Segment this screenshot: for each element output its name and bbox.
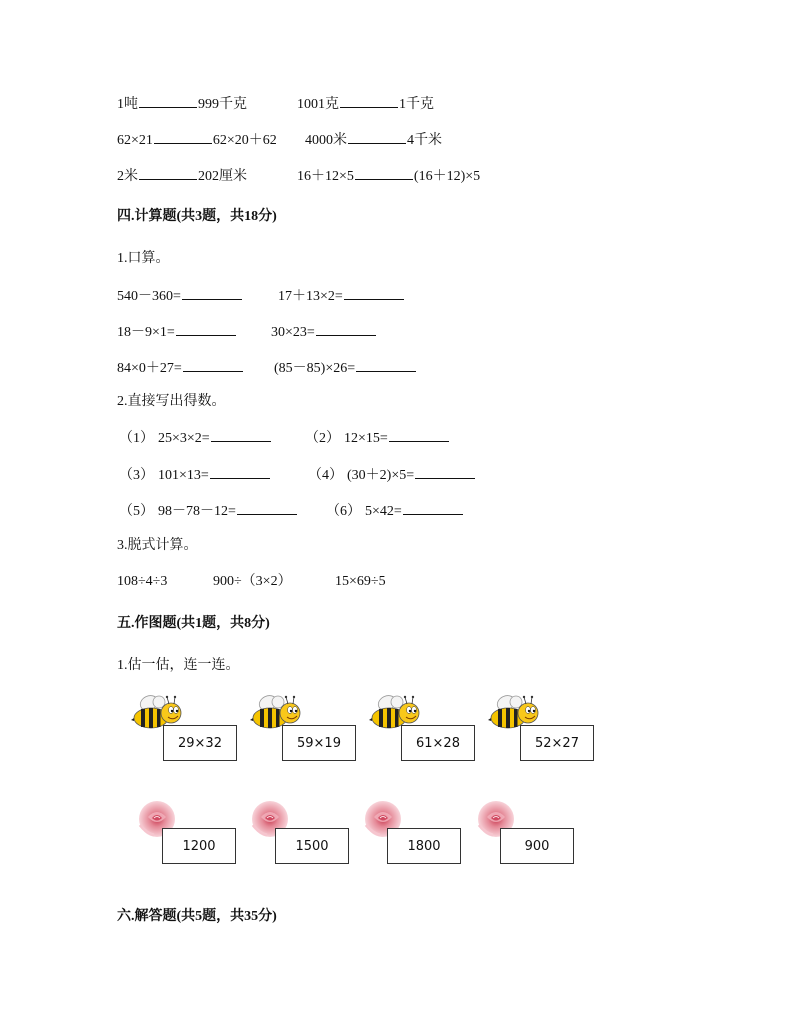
bee-expression-box[interactable]: 52×27 <box>520 725 594 761</box>
direct-answer-item <box>119 501 298 521</box>
answer-blank[interactable] <box>415 465 475 479</box>
answer-blank[interactable] <box>355 166 413 180</box>
compare-term: 4千米 <box>407 133 442 148</box>
oral-calc-item <box>274 358 417 378</box>
expression: 540－360= <box>117 289 181 304</box>
compare-row-3-right <box>297 166 480 186</box>
answer-blank[interactable] <box>403 501 463 515</box>
expression: 30×23= <box>271 325 315 340</box>
answer-blank[interactable] <box>348 130 406 144</box>
answer-blank[interactable] <box>154 130 212 144</box>
oral-calc-item <box>271 322 377 342</box>
item-number: （2） <box>305 431 340 446</box>
expression: 98－78－12= <box>158 504 236 519</box>
compare-row-1-right <box>297 94 434 114</box>
direct-answer-item <box>308 465 476 485</box>
answer-blank[interactable] <box>210 465 270 479</box>
answer-blank[interactable] <box>237 501 297 515</box>
expression: 25×3×2= <box>158 431 210 446</box>
direct-answer-item <box>305 428 450 448</box>
compare-term: 62×20＋62 <box>212 133 277 148</box>
answer-blank[interactable] <box>182 286 242 300</box>
compare-term: 202厘米 <box>198 169 247 184</box>
oral-calc-item <box>117 358 244 378</box>
compare-row-1-left <box>117 94 247 114</box>
item-number: （1） <box>119 431 154 446</box>
section-5-heading: 五.作图题(共1题，共8分) <box>117 616 270 631</box>
answer-blank[interactable] <box>176 322 236 336</box>
answer-blank[interactable] <box>340 94 398 108</box>
rose-answer-box[interactable]: 1200 <box>162 828 236 864</box>
compare-term: 2米 <box>117 169 138 184</box>
rose-answer-box[interactable]: 1800 <box>387 828 461 864</box>
answer-blank[interactable] <box>316 322 376 336</box>
compare-term: 1千克 <box>399 97 434 112</box>
item-number: （5） <box>119 504 154 519</box>
compare-term: 1吨 <box>117 97 138 112</box>
section-4-heading: 四.计算题(共3题，共18分) <box>117 209 277 224</box>
oral-calc-item <box>117 286 243 306</box>
expression: 17＋13×2= <box>278 289 343 304</box>
step-calc-item: 15×69÷5 <box>335 574 386 589</box>
q2-title: 2.直接写出得数。 <box>117 394 226 409</box>
step-calc-item: 108÷4÷3 <box>117 574 168 589</box>
expression: 18－9×1= <box>117 325 175 340</box>
bee-expression-box[interactable]: 59×19 <box>282 725 356 761</box>
rose-answer-box[interactable]: 1500 <box>275 828 349 864</box>
answer-blank[interactable] <box>356 358 416 372</box>
compare-term: 4000米 <box>305 133 347 148</box>
compare-term: 62×21 <box>117 133 153 148</box>
compare-term: 16＋12×5 <box>297 169 354 184</box>
bee-expression-box[interactable]: 29×32 <box>163 725 237 761</box>
compare-term: 999千克 <box>198 97 247 112</box>
direct-answer-item <box>119 428 272 448</box>
expression: (30＋2)×5= <box>347 468 415 483</box>
expression: 84×0＋27= <box>117 361 182 376</box>
oral-calc-item <box>278 286 405 306</box>
item-number: （4） <box>308 468 343 483</box>
answer-blank[interactable] <box>389 428 449 442</box>
answer-blank[interactable] <box>183 358 243 372</box>
item-number: （6） <box>326 504 361 519</box>
expression: 5×42= <box>365 504 402 519</box>
answer-blank[interactable] <box>139 94 197 108</box>
compare-row-2-left <box>117 130 277 150</box>
compare-term: (16＋12)×5 <box>413 169 481 184</box>
expression: 12×15= <box>344 431 388 446</box>
rose-answer-box[interactable]: 900 <box>500 828 574 864</box>
q1-title: 1.口算。 <box>117 251 170 266</box>
item-number: （3） <box>119 468 154 483</box>
answer-blank[interactable] <box>344 286 404 300</box>
expression: 101×13= <box>158 468 209 483</box>
expression: (85－85)×26= <box>274 361 356 376</box>
oral-calc-item <box>117 322 237 342</box>
section-6-heading: 六.解答题(共5题，共35分) <box>117 909 277 924</box>
answer-blank[interactable] <box>139 166 197 180</box>
compare-term: 1001克 <box>297 97 339 112</box>
step-calc-item: 900÷（3×2） <box>213 574 292 589</box>
direct-answer-item <box>119 465 271 485</box>
answer-blank[interactable] <box>211 428 271 442</box>
estimate-title: 1.估一估，连一连。 <box>117 658 240 673</box>
compare-row-2-right <box>305 130 442 150</box>
q3-title: 3.脱式计算。 <box>117 538 198 553</box>
compare-row-3-left <box>117 166 247 186</box>
direct-answer-item <box>326 501 464 521</box>
bee-expression-box[interactable]: 61×28 <box>401 725 475 761</box>
